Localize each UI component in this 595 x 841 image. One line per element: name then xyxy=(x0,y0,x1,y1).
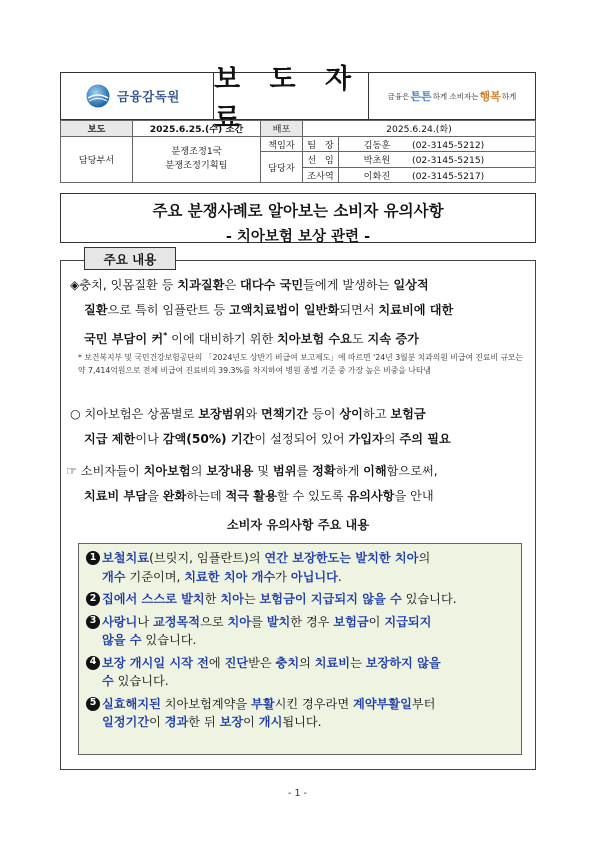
text-span: 의 xyxy=(299,655,315,670)
text-span: 보장하지 않을 xyxy=(365,655,441,670)
text-span: 한 경우 xyxy=(290,614,334,629)
tip-item xyxy=(86,695,514,732)
text-span: 치아보험은 상품별로 xyxy=(80,407,199,421)
text-span: 는 xyxy=(243,592,260,606)
text-span: 대다수 국민 xyxy=(240,278,304,292)
text-span: 보장범위 xyxy=(198,407,246,421)
contact-row xyxy=(339,136,536,152)
contact-role: 조사역 xyxy=(303,167,339,183)
text-span: 보장 xyxy=(219,715,244,729)
contact-phone: (02-3145-5212) xyxy=(412,139,485,151)
text-span: 와 xyxy=(245,407,261,421)
text-span: 발치 xyxy=(266,614,291,629)
section-tag: 주요 내용 xyxy=(84,247,176,270)
text-span: 정확 xyxy=(312,464,336,478)
text-span: 이나 xyxy=(135,432,163,446)
headline-box xyxy=(60,193,536,243)
text-span: 감액(50%) 기간 xyxy=(162,432,255,446)
text-span: 고액치료법이 일반화 xyxy=(229,303,340,317)
circle-marker-icon: ○ xyxy=(70,407,81,421)
text-span: 계약부활일 xyxy=(352,696,412,711)
text-span: 가 xyxy=(275,569,291,584)
contact-row xyxy=(339,167,536,183)
release-info-table xyxy=(60,120,536,183)
text-span: 의 xyxy=(418,551,431,565)
text-span: 집에서 스스로 발치 xyxy=(102,592,205,606)
distribute-value: 2025.6.24.(화) xyxy=(303,121,536,137)
text-span: 및 xyxy=(253,464,273,478)
text-span: 개수 xyxy=(102,569,126,584)
slogan xyxy=(369,73,535,119)
text-span: 일상적 xyxy=(393,278,429,292)
contact-name: 이화진 xyxy=(363,170,391,182)
slogan-pre: 금융은 xyxy=(387,91,410,101)
dept-2: 분쟁조정기획팀 xyxy=(165,160,228,172)
dept-1: 분쟁조정1국 xyxy=(171,146,222,158)
diamond-marker-icon: ◈ xyxy=(70,278,80,292)
text-span: 치료비 부담 xyxy=(84,489,148,503)
text-span: 보험금이 지급되지 않을 수 xyxy=(259,592,402,606)
number-5-icon: 5 xyxy=(86,697,100,711)
logo xyxy=(61,73,213,119)
text-span: 도 xyxy=(351,332,368,347)
logo-text: 금융감독원 xyxy=(117,89,180,104)
slogan-word2: 행복 xyxy=(479,90,501,103)
text-span: 나 xyxy=(137,614,153,629)
contact-phone: (02-3145-5215) xyxy=(412,155,485,167)
text-span: 치아 xyxy=(220,592,244,606)
text-span: 을 안내 xyxy=(394,489,434,503)
text-span: 치과질환 xyxy=(177,278,225,292)
text-span: 않을 수 xyxy=(102,633,142,647)
text-span: 받은 xyxy=(248,655,276,670)
text-span: 보험금 xyxy=(390,407,426,421)
text-span: 부활 xyxy=(251,696,275,711)
text-span: 의 xyxy=(383,432,400,446)
text-span: 은 xyxy=(224,278,241,292)
text-span: 이에 대비하기 위한 xyxy=(167,332,277,347)
distribute-label: 배포 xyxy=(261,121,303,137)
text-span: 진단 xyxy=(224,655,249,670)
text-span: 이 xyxy=(368,614,385,629)
text-span: 의 xyxy=(190,464,207,478)
text-span: 보철치료 xyxy=(102,551,150,565)
text-span: 치료비에 대한 xyxy=(378,303,454,317)
fss-logo-icon xyxy=(85,83,111,109)
text-span: 개시 xyxy=(258,715,283,729)
text-span: 한 xyxy=(204,592,221,606)
text-span: 아닙니다 xyxy=(290,569,338,584)
text-span: 가입자 xyxy=(348,432,384,446)
tips-heading: 소비자 유의사항 주요 내용 xyxy=(226,518,370,532)
text-span: 에 xyxy=(208,655,225,670)
text-span: 치료한 치아 개수 xyxy=(184,569,276,584)
number-1-icon: 1 xyxy=(86,551,100,565)
text-span: 됩니다. xyxy=(282,715,322,729)
subheadline: - 치아보험 보상 관련 - xyxy=(225,229,371,245)
pointing-hand-icon: ☞ xyxy=(66,464,77,478)
contact-name: 박초원 xyxy=(363,155,391,167)
text-span: 치아보험 수요 xyxy=(277,332,352,347)
text-span: 면책기간 xyxy=(260,407,309,421)
text-span: 충치 xyxy=(275,655,300,670)
paragraph-3 xyxy=(66,459,532,509)
text-span: 하고 xyxy=(362,407,391,421)
text-span: 치아 xyxy=(227,614,252,629)
tip-item xyxy=(86,654,514,691)
tip-item xyxy=(86,590,514,609)
text-span: . xyxy=(337,569,342,584)
text-span: 치아보험계약을 xyxy=(160,696,252,711)
contact-label: 담당자 xyxy=(261,152,303,183)
text-span: 충치, 잇몸질환 등 xyxy=(79,278,178,292)
tip-item xyxy=(86,549,514,586)
text-span: 실효해지된 xyxy=(102,696,161,711)
text-span: 한 뒤 xyxy=(188,715,220,729)
responsible-label: 책임자 xyxy=(261,136,303,152)
paragraph-1 xyxy=(70,273,532,352)
text-span: 지급 제한 xyxy=(84,432,136,446)
slogan-mid: 하게 소비자는 xyxy=(432,91,479,101)
text-span: 으로 특히 임플란트 등 xyxy=(107,303,230,317)
text-span: 있습니다. xyxy=(401,592,457,606)
text-span: 국민 부담이 커 xyxy=(84,332,164,347)
text-span: 사랑니 xyxy=(102,614,138,629)
text-span: 질환 xyxy=(84,303,108,317)
text-span: 있습니다. xyxy=(113,674,169,688)
text-span: 치료비 xyxy=(314,655,351,670)
text-span: 지급되지 xyxy=(384,614,432,629)
contact-role: 선 임 xyxy=(303,152,339,168)
text-span: 교정목적 xyxy=(152,614,201,629)
slogan-word1: 튼튼 xyxy=(410,90,432,103)
text-span: 이해 xyxy=(363,464,387,478)
text-span: 를 xyxy=(251,614,267,629)
text-span: 할 수 있도록 xyxy=(276,489,348,503)
text-span: 있습니다. xyxy=(141,633,197,647)
press-title: 보 도 자 료 xyxy=(213,73,369,119)
number-4-icon: 4 xyxy=(86,656,100,670)
text-span: 들에게 발생하는 xyxy=(303,278,394,292)
text-span: 보장 개시일 시작 전 xyxy=(102,655,209,670)
text-span: 적극 활용 xyxy=(225,489,277,503)
text-span: 수 xyxy=(102,674,114,688)
text-span: 소비자들이 xyxy=(76,464,144,478)
tip-item xyxy=(86,613,514,650)
text-span: 이 xyxy=(149,715,165,729)
dept-label: 담당부서 xyxy=(61,136,133,183)
paragraph-2 xyxy=(70,402,532,452)
text-span: 등이 xyxy=(308,407,340,421)
text-span: 으로 xyxy=(200,614,228,629)
text-span: 상이 xyxy=(339,407,363,421)
text-span: 연간 보장한도는 발치한 치아 xyxy=(264,551,419,565)
text-span: (브릿지, 임플란트)의 xyxy=(149,551,265,565)
text-span: 하게 xyxy=(335,464,364,478)
slogan-post: 하게 xyxy=(501,91,517,101)
footnote: * 보건복지부 및 국민건강보험공단의 「2024년도 상반기 비급여 보고제도」에 따르면 '24년 3월분 치과의원 비급여 진료비 규모는 약 7,414억원으로 전체 비급여 진료비의 39.3%를 차지하여 병원 종별 기준 중 가장 높은 비중을 나타냄 xyxy=(78,353,524,375)
text-span: 기준이며, xyxy=(125,569,185,584)
tips-box xyxy=(78,543,522,755)
text-span: 을 xyxy=(147,489,163,503)
contact-role: 팀 장 xyxy=(303,136,339,152)
text-span: 를 xyxy=(296,464,313,478)
text-span: 일정기간 xyxy=(102,715,150,729)
text-span: 이 xyxy=(243,715,259,729)
headline: 주요 분쟁사례로 알아보는 소비자 유의사항 xyxy=(152,202,444,220)
text-span: 지속 증가 xyxy=(367,332,419,347)
release-label: 보도 xyxy=(61,121,133,137)
text-span: 유의사항 xyxy=(347,489,395,503)
text-span: 보험금 xyxy=(333,614,369,629)
text-span: 하는데 xyxy=(186,489,226,503)
number-2-icon: 2 xyxy=(86,592,100,606)
contact-row xyxy=(339,152,536,168)
text-span: 범위 xyxy=(272,464,297,478)
text-span: 는 xyxy=(350,655,366,670)
text-span: 치아보험 xyxy=(143,464,191,478)
number-3-icon: 3 xyxy=(86,615,100,629)
contact-phone: (02-3145-5217) xyxy=(412,170,485,182)
text-span: 보장내용 xyxy=(206,464,254,478)
text-span: 주의 필요 xyxy=(399,432,451,446)
text-span: 이 설정되어 있어 xyxy=(254,432,349,446)
text-span: 함으로써, xyxy=(386,464,438,478)
text-span: 완화 xyxy=(162,489,187,503)
text-span: 부터 xyxy=(411,696,436,711)
text-span: * xyxy=(163,331,168,340)
dept-names xyxy=(133,136,261,183)
text-span: 되면서 xyxy=(339,303,379,317)
release-value: 2025.6.25.(수) 조간 xyxy=(133,121,261,137)
page-number: - 1 - xyxy=(288,788,307,799)
text-span: 시킨 경우라면 xyxy=(274,696,353,711)
contact-name: 김동훈 xyxy=(363,139,391,151)
text-span: 경과 xyxy=(164,715,189,729)
